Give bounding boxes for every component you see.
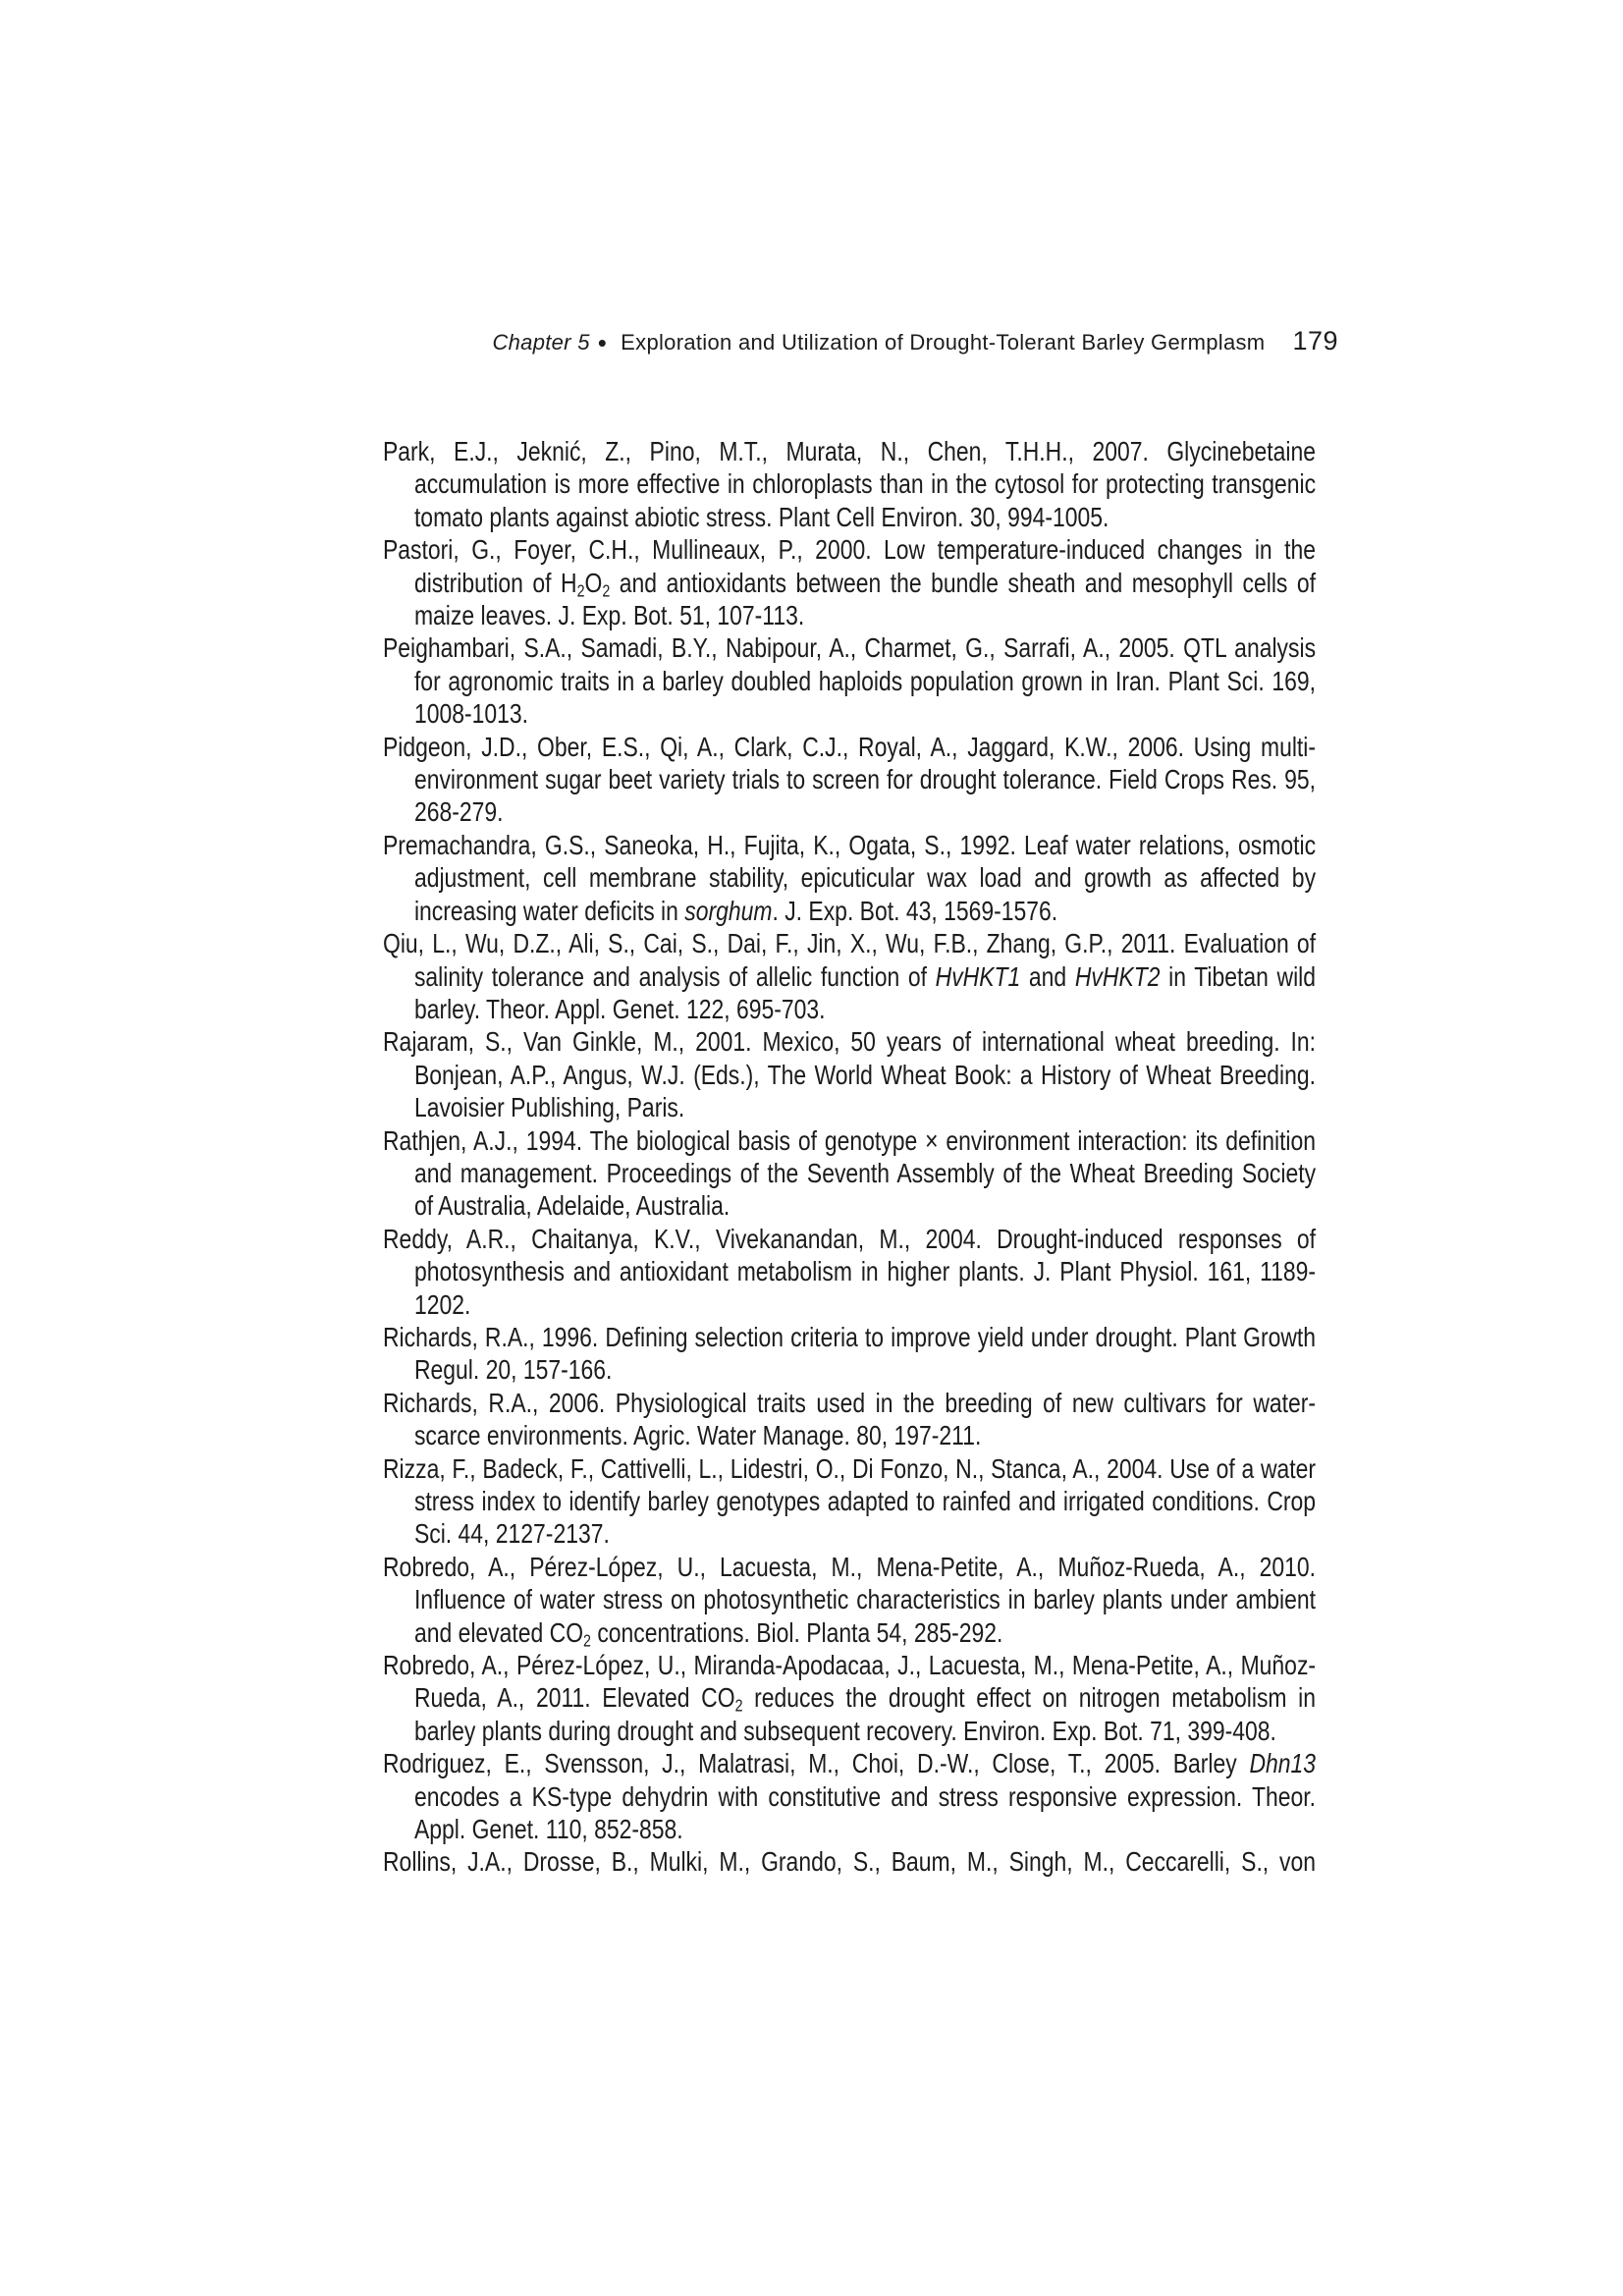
- chapter-label: Chapter 5: [492, 330, 590, 355]
- reference-entry: Richards, R.A., 1996. Defining selection criteria to improve yield under drought. Plant Growth Regul. 20, 157-166.: [383, 1321, 1317, 1386]
- references-section: [383, 435, 1316, 1879]
- page-number: 179: [1292, 326, 1338, 355]
- references-list: [383, 435, 1316, 1879]
- running-head: Chapter 5 • Exploration and Utilization of Drought-Tolerant Barley Germplasm 179: [492, 326, 1338, 357]
- reference-entry: Rollins, J.A., Drosse, B., Mulki, M., Grando, S., Baum, M., Singh, M., Ceccarelli, S., von: [383, 1846, 1317, 1878]
- reference-entry: Premachandra, G.S., Saneoka, H., Fujita, K., Ogata, S., 1992. Leaf water relations, osmotic adjustment, cell membrane stability, epicuticular wax load and growth as affected by increasing water deficits in sorghum. J. Exp. Bot. 43, 1569-1576.: [383, 829, 1317, 926]
- reference-entry: Robredo, A., Pérez-López, U., Miranda-Apodacaa, J., Lacuesta, M., Mena-Petite, A., Muñoz-Rueda, A., 2011. Elevated $CO_2$ reduces the drought effect on nitrogen metabolism in barley plants during drought and subsequent recovery. Environ. Exp. Bot. 71, 399-408.: [383, 1650, 1317, 1746]
- reference-entry: Rodriguez, E., Svensson, J., Malatrasi, M., Choi, D.-W., Close, T., 2005. Barley Dhn13 encodes a KS-type dehydrin with constitutive and stress responsive expression. Theor. Appl. Genet. 110, 852-858.: [383, 1748, 1317, 1845]
- running-head-title: Exploration and Utilization of Drought-Tolerant Barley Germplasm: [621, 330, 1266, 355]
- reference-entry: Robredo, A., Pérez-López, U., Lacuesta, M., Mena-Petite, A., Muñoz-Rueda, A., 2010. Influence of water stress on photosynthetic characteristics in barley plants under ambient and elevated $CO_2$ concentrations. Biol. Planta 54, 285-292.: [383, 1551, 1317, 1650]
- reference-entry: Reddy, A.R., Chaitanya, K.V., Vivekanandan, M., 2004. Drought-induced responses of photosynthesis and antioxidant metabolism in higher plants. J. Plant Physiol. 161, 1189-1202.: [383, 1223, 1317, 1320]
- reference-entry: Qiu, L., Wu, D.Z., Ali, S., Cai, S., Dai, F., Jin, X., Wu, F.B., Zhang, G.P., 2011. Evaluation of salinity tolerance and analysis of allelic function of HvHKT1 and HvHKT2 in Tibetan wild barley. Theor. Appl. Genet. 122, 695-703.: [383, 928, 1317, 1024]
- reference-entry: Richards, R.A., 2006. Physiological traits used in the breeding of new cultivars for water-scarce environments. Agric. Water Manage. 80, 197-211.: [383, 1387, 1317, 1451]
- reference-entry: Park, E.J., Jeknić, Z., Pino, M.T., Murata, N., Chen, T.H.H., 2007. Glycinebetaine accumulation is more effective in chloroplasts than in the cytosol for protecting transgenic tomato plants against abiotic stress. Plant Cell Environ. 30, 994-1005.: [383, 436, 1317, 532]
- reference-entry: Peighambari, S.A., Samadi, B.Y., Nabipour, A., Charmet, G., Sarrafi, A., 2005. QTL analysis for agronomic traits in a barley doubled haploids population grown in Iran. Plant Sci. 169, 1008-1013.: [383, 632, 1317, 730]
- reference-entry: Pastori, G., Foyer, C.H., Mullineaux, P., 2000. Low temperature-induced changes in the distribution of $H_2O_2$ and antioxidants between the bundle sheath and mesophyll cells of maize leaves. J. Exp. Bot. 51, 107-113.: [383, 534, 1317, 631]
- reference-entry: Pidgeon, J.D., Ober, E.S., Qi, A., Clark, C.J., Royal, A., Jaggard, K.W., 2006. Using multi-environment sugar beet variety trials to screen for drought tolerance. Field Crops Res. 95, 268-279.: [383, 731, 1317, 828]
- reference-entry: Rizza, F., Badeck, F., Cattivelli, L., Lidestri, O., Di Fonzo, N., Stanca, A., 2004. Use of a water stress index to identify barley genotypes adapted to rainfed and irrigated conditions. Crop Sci. 44, 2127-2137.: [383, 1452, 1317, 1550]
- reference-entry: Rajaram, S., Van Ginkle, M., 2001. Mexico, 50 years of international wheat breeding. In: Bonjean, A.P., Angus, W.J. (Eds.), The World Wheat Book: a History of Wheat Breeding. Lavoisier Publishing, Paris.: [383, 1026, 1317, 1123]
- reference-entry: Rathjen, A.J., 1994. The biological basis of genotype × environment interaction: its definition and management. Proceedings of the Seventh Assembly of the Wheat Breeding Society of Australia, Adelaide, Australia.: [383, 1124, 1317, 1222]
